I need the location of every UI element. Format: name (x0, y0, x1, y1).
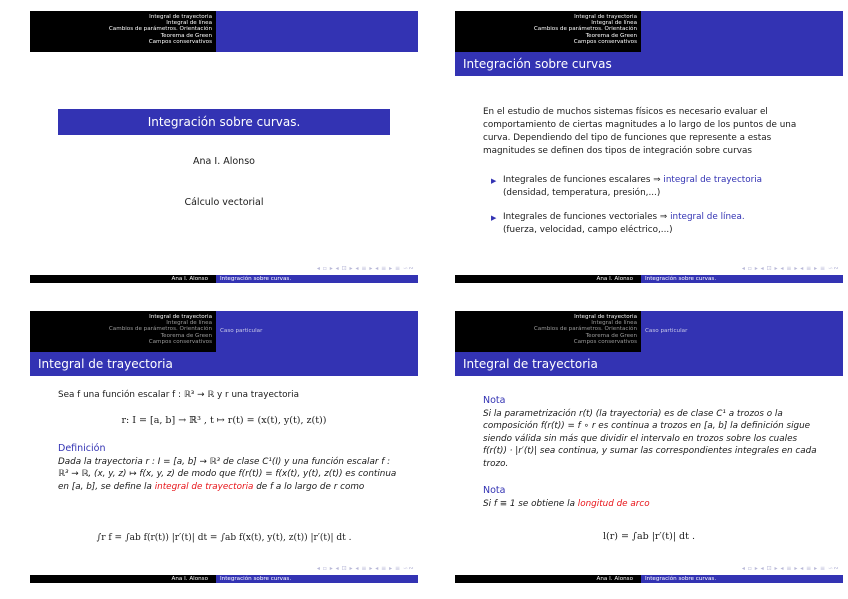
nav-item[interactable]: Campos conservativos (148, 38, 212, 45)
term-integral-trayectoria: integral de trayectoria (154, 481, 254, 492)
equation-path-integral: ∫r f = ∫ab f(r(t)) |r′(t)| dt = ∫ab f(x(t), y(t), z(t)) |r′(t)| dt . (96, 533, 352, 543)
nav-item[interactable]: Integral de trayectoria (149, 314, 212, 320)
subsection-label[interactable]: Caso particular (220, 328, 263, 334)
equation-trajectory: r: I = [a, b] → ℝ³ , t ↦ r(t) = (x(t), y(t), z(t)) (121, 415, 327, 426)
intro-text: En el estudio de muchos sistemas físicos es necesario evaluar el comportamiento de ciertas magnitudes a lo largo de los puntos de una curva. Dependiendo del tipo de funciones que represente a estas magnitudes se definen dos tipos de integración sobre curvas (483, 107, 797, 156)
nav-item[interactable]: Integral de línea (591, 20, 637, 27)
nota-text: Si la parametrización r(t) (la trayectoria) es de clase C¹ a trozos o la composición f(r(t)) = f ∘ r es continua a trozos en [a, b] la definición sigue siendo válida sin más que dividir el intervalo en trozos sobre los cuales f(r(t)) · |r′(t)| sea continua, y sumar las correspondientes integrales en cada trozo. (483, 408, 817, 469)
nota-block-1 (483, 395, 823, 470)
nav-item[interactable]: Cambios de parámetros. Orientación (108, 26, 212, 33)
footer-title: Integración sobre curvas. (641, 275, 843, 283)
nav-item[interactable]: Integral de línea (166, 20, 212, 27)
nav-item[interactable]: Integral de trayectoria (574, 14, 637, 20)
nav-item[interactable]: Cambios de parámetros. Orientación (108, 326, 212, 333)
nav-item[interactable]: Campos conservativos (148, 338, 212, 345)
bullet-vector: ▶ Integrales de funciones vectoriales ⇒ integral de línea. (fuerza, velocidad, campo eléctrico,...) (491, 212, 745, 235)
bullet-triangle-icon: ▶ (491, 177, 497, 185)
footer-author: Ana I. Alonso (30, 275, 216, 283)
subject: Cálculo vectorial (184, 197, 264, 208)
nota-block-2: Nota Si f ≡ 1 se obtiene la longitud de arco (483, 485, 823, 510)
equation-arc-length: l(r) = ∫ab |r′(t)| dt . (603, 531, 695, 542)
header-subsection (641, 11, 843, 52)
footer-author: Ana I. Alonso (30, 575, 216, 583)
beamer-nav-icons[interactable]: ◂ ▫ ▸ ◂ ⊡ ▸ ◂ ≡ ▸ ◂ ≡ ▸ ≡ ∽∾ (316, 265, 414, 272)
beamer-nav-icons[interactable]: ◂ ▫ ▸ ◂ ⊡ ▸ ◂ ≡ ▸ ◂ ≡ ▸ ≡ ∽∾ (741, 565, 839, 572)
nav-item[interactable]: Integral de trayectoria (149, 14, 212, 20)
header-nav (30, 11, 216, 52)
nav-item[interactable]: Teorema de Green (585, 32, 637, 39)
header-nav (30, 311, 216, 352)
author: Ana I. Alonso (193, 156, 255, 167)
nav-item[interactable]: Teorema de Green (160, 332, 212, 339)
beamer-nav-icons[interactable]: ◂ ▫ ▸ ◂ ⊡ ▸ ◂ ≡ ▸ ◂ ≡ ▸ ≡ ∽∾ (741, 265, 839, 272)
footer-title: Integración sobre curvas. (641, 575, 843, 583)
nota-title: Nota (483, 485, 506, 496)
frame-title: Integración sobre curvas (455, 52, 843, 76)
footer-title: Integración sobre curvas. (216, 575, 418, 583)
nav-item[interactable]: Teorema de Green (160, 32, 212, 39)
bullet-triangle-icon: ▶ (491, 214, 497, 222)
footer-author: Ana I. Alonso (455, 275, 641, 283)
intro-text: Sea f una función escalar f : ℝ³ → ℝ y r una trayectoria (58, 390, 299, 400)
header-subsection (641, 311, 843, 352)
nav-item[interactable]: Cambios de parámetros. Orientación (533, 26, 637, 33)
nota-title: Nota (483, 395, 506, 406)
footer-title: Integración sobre curvas. (216, 275, 418, 283)
nav-item[interactable]: Integral de línea (591, 320, 637, 327)
beamer-nav-icons[interactable]: ◂ ▫ ▸ ◂ ⊡ ▸ ◂ ≡ ▸ ◂ ≡ ▸ ≡ ∽∾ (316, 565, 414, 572)
nav-item[interactable]: Campos conservativos (573, 338, 637, 345)
frame-title: Integral de trayectoria (455, 352, 843, 376)
nav-item[interactable]: Cambios de parámetros. Orientación (533, 326, 637, 333)
definition-title: Definición (58, 443, 106, 454)
nav-item[interactable]: Integral de trayectoria (574, 314, 637, 320)
nav-item[interactable]: Teorema de Green (585, 332, 637, 339)
definition-block: Definición Dada la trayectoria r : I = [a, b] → ℝ³ de clase C¹(I) y una función escalar f : ℝ³ → ℝ, (x, y, z) ↦ f(x, y, z) de modo que f(r(t)) = f(x(t), y(t), z(t)) es continua en [a, b], se define la integral de trayectoria de f a lo largo de r como (58, 443, 397, 492)
nav-item[interactable]: Integral de línea (166, 320, 212, 327)
footer-author: Ana I. Alonso (455, 575, 641, 583)
slide-notes (455, 311, 843, 589)
frame-title: Integral de trayectoria (30, 352, 418, 376)
slide-intro (455, 11, 843, 289)
presentation-title: Integración sobre curvas. (58, 109, 390, 135)
header-subsection (216, 311, 418, 352)
header-subsection (216, 11, 418, 52)
slide-title (30, 11, 418, 289)
nav-item[interactable]: Campos conservativos (573, 38, 637, 45)
header-nav (455, 11, 641, 52)
term-longitud-arco: longitud de arco (577, 498, 650, 509)
slide-definition (30, 311, 418, 589)
bullet-scalar: ▶ Integrales de funciones escalares ⇒ integral de trayectoria (densidad, temperatura, presión,...) (491, 175, 763, 198)
subsection-label[interactable]: Caso particular (645, 328, 688, 334)
header-nav (455, 311, 641, 352)
link-integral-linea[interactable]: integral de línea. (670, 212, 745, 222)
link-integral-trayectoria[interactable]: integral de trayectoria (663, 175, 763, 185)
